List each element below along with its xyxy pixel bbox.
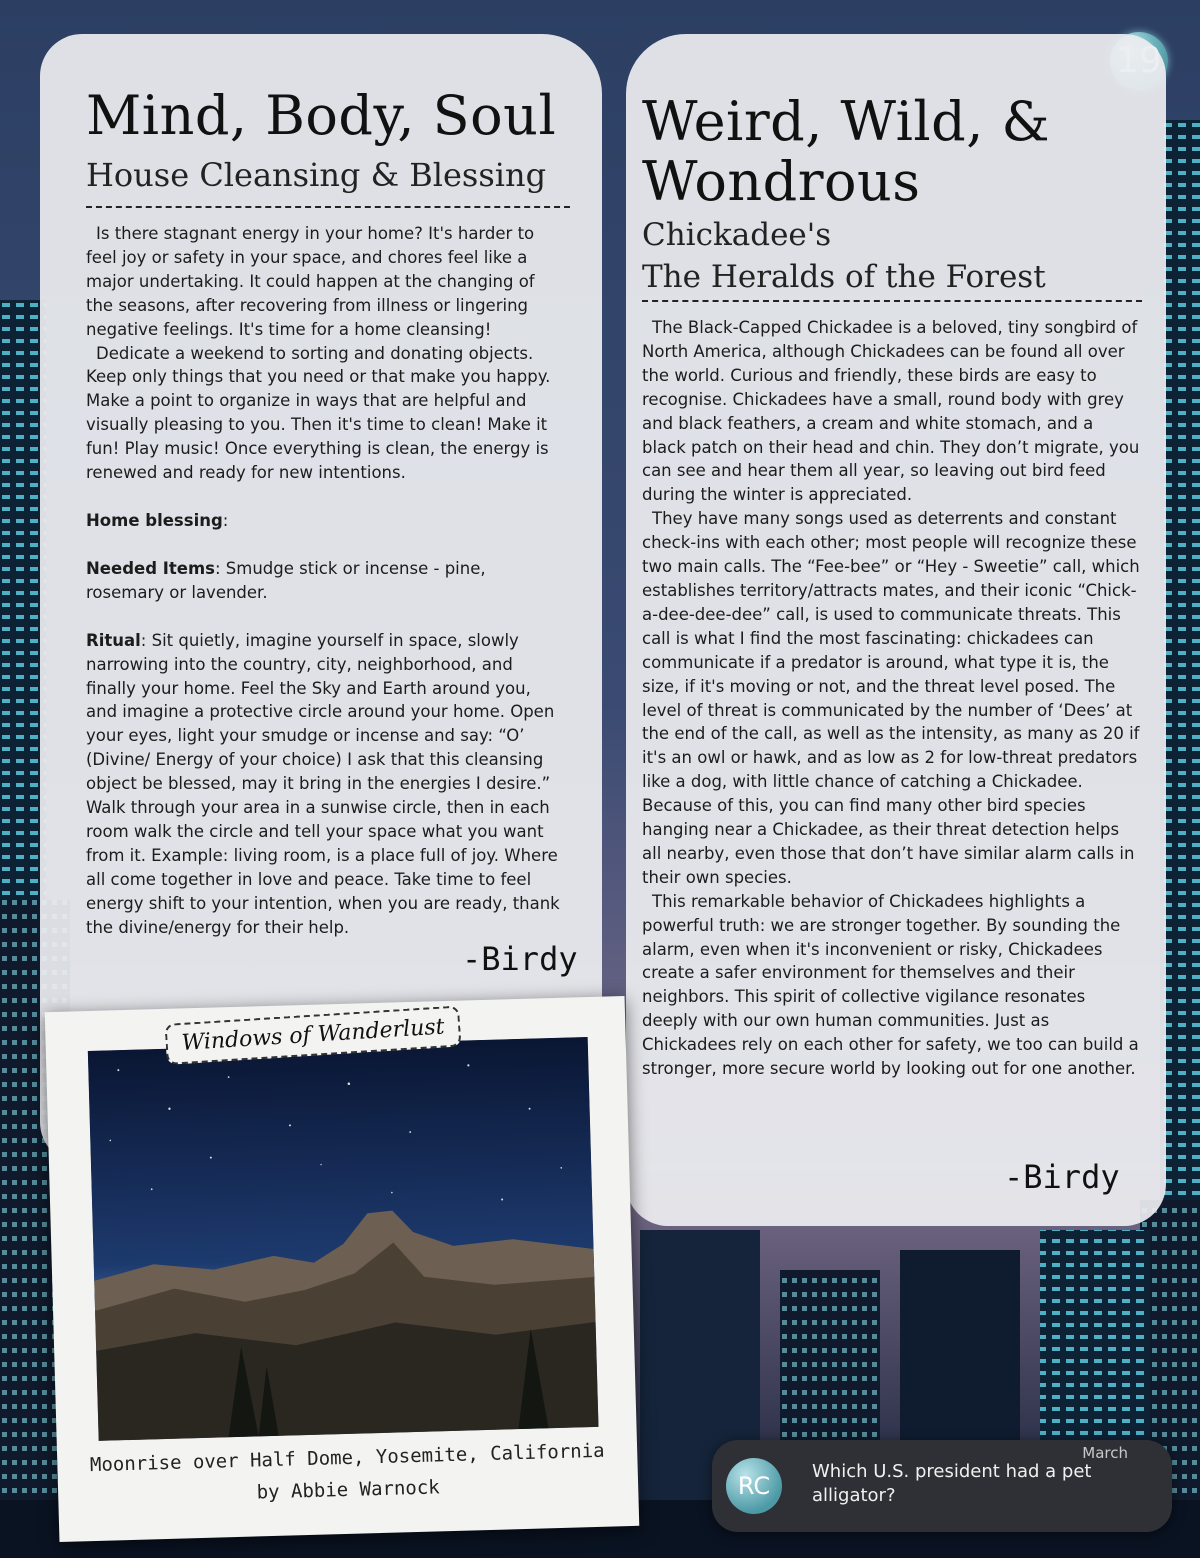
paragraph: This remarkable behavior of Chickadees highlights a powerful truth: we are stronger together. By sounding the alarm, even when it's inconvenient or risky, Chickadees create a safer environment for themselves and their neighbors. This spirit of collective vigilance resonates deeply with our own human communities. Just as Chickadees rely on each other for safety, we too can build a stronger, more secure world by looking out for one another. <box>642 891 1139 1079</box>
avatar: RC <box>726 1458 782 1514</box>
paragraph: Is there stagnant energy in your home? It's harder to feel joy or safety in your space, and chores feel like a major undertaking. It could happen at the changing of the seasons, after recovering from illness or lingering negative feelings. It's time for a home cleansing! <box>86 224 535 339</box>
left-article-body <box>86 222 564 939</box>
right-article-subtitle: Chickadee's The Heralds of the Forest <box>642 217 1046 295</box>
right-signature: -Birdy <box>1004 1158 1120 1196</box>
polaroid-photo-card <box>45 996 640 1542</box>
left-signature: -Birdy <box>462 940 578 978</box>
photo-caption: Moonrise over Half Dome, Yosemite, California by Abbie Warnock <box>89 1439 605 1504</box>
right-article-panel <box>626 34 1166 1226</box>
trivia-notification[interactable] <box>712 1440 1172 1532</box>
paragraph: The Black-Capped Chickadee is a beloved, tiny songbird of North America, although Chickadees can be found all over the world. Curious and friendly, these birds are easy to recognise. Chickadees have a small, round body with grey and black feathers, a cream and white stomach, and a black patch on their head and chin. They don’t migrate, you can see and hear them all year, so leaving out bird feed during the winter is appreciated. <box>642 318 1140 505</box>
notification-date: March <box>1082 1444 1128 1462</box>
needed-items: Needed Items: Smudge stick or incense - pine, rosemary or lavender. <box>86 558 486 602</box>
ritual: Ritual: Sit quietly, imagine yourself in space, slowly narrowing into the country, city, neighborhood, and finally your home. Feel the Sky and Earth around you, and imagine a protective circle around your home. Open your eyes, light your smudge or incense and say: “O’ (Divine/ Energy of your choice) I ask that this cleansing object be blessed, may it bring in the energies I desire.” Walk through your area in a sunwise circle, then in each room walk the circle and tell your space what you want from it. Example: living room, is a place full of joy. Where all come together in love and peace. Take time to feel energy shift to your intention, when you are ready, thank the divine/energy for their help. <box>86 630 560 937</box>
paragraph: They have many songs used as deterrents and constant check-ins with each other; most people will recognize these two main calls. The “Fee-bee” or “Hey - Sweetie” call, which establishes territory/attracts mates, and their iconic “Chick-a-dee-dee-dee” call, is used to communicate threats. This call is what I find the most fascinating: chickadees can communicate if a predator is around, what type it is, the size, if it's moving or not, and the threat level posed. The level of threat is communicated by the number of ‘Dees’ at the end of the call, as well as the intensity, as many as 20 if it's an owl or hawk, and as low as 2 for low-threat predators like a dog, with little chance of catching a Chickadee. Because of this, you can find many other bird species hanging near a Chickadee, as their threat detection helps all nearby, even those that don’t have similar alarm calls in their own species. <box>642 509 1140 887</box>
left-article-title: Mind, Body, Soul <box>86 84 557 147</box>
left-article-panel <box>40 34 602 1164</box>
right-article-body <box>642 316 1142 1081</box>
yosemite-photo <box>88 1037 599 1441</box>
notification-message: Which U.S. president had a pet alligator? <box>812 1461 1092 1506</box>
title-divider <box>86 206 570 208</box>
blessing-heading: Home blessing: <box>86 510 229 530</box>
paragraph: Dedicate a weekend to sorting and donating objects. Keep only things that you need or that make you happy. Make a point to organize in ways that are helpful and visually pleasing to you. Then it's time to clean! Make it fun! Play music! Once everything is clean, the energy is renewed and ready for new intentions. <box>86 343 551 483</box>
title-divider <box>642 300 1142 302</box>
left-article-subtitle: House Cleansing & Blessing <box>86 156 547 194</box>
windows-of-wanderlust-tag: Windows of Wanderlust <box>164 1005 461 1064</box>
right-article-title: Weird, Wild, & Wondrous <box>642 90 1051 213</box>
